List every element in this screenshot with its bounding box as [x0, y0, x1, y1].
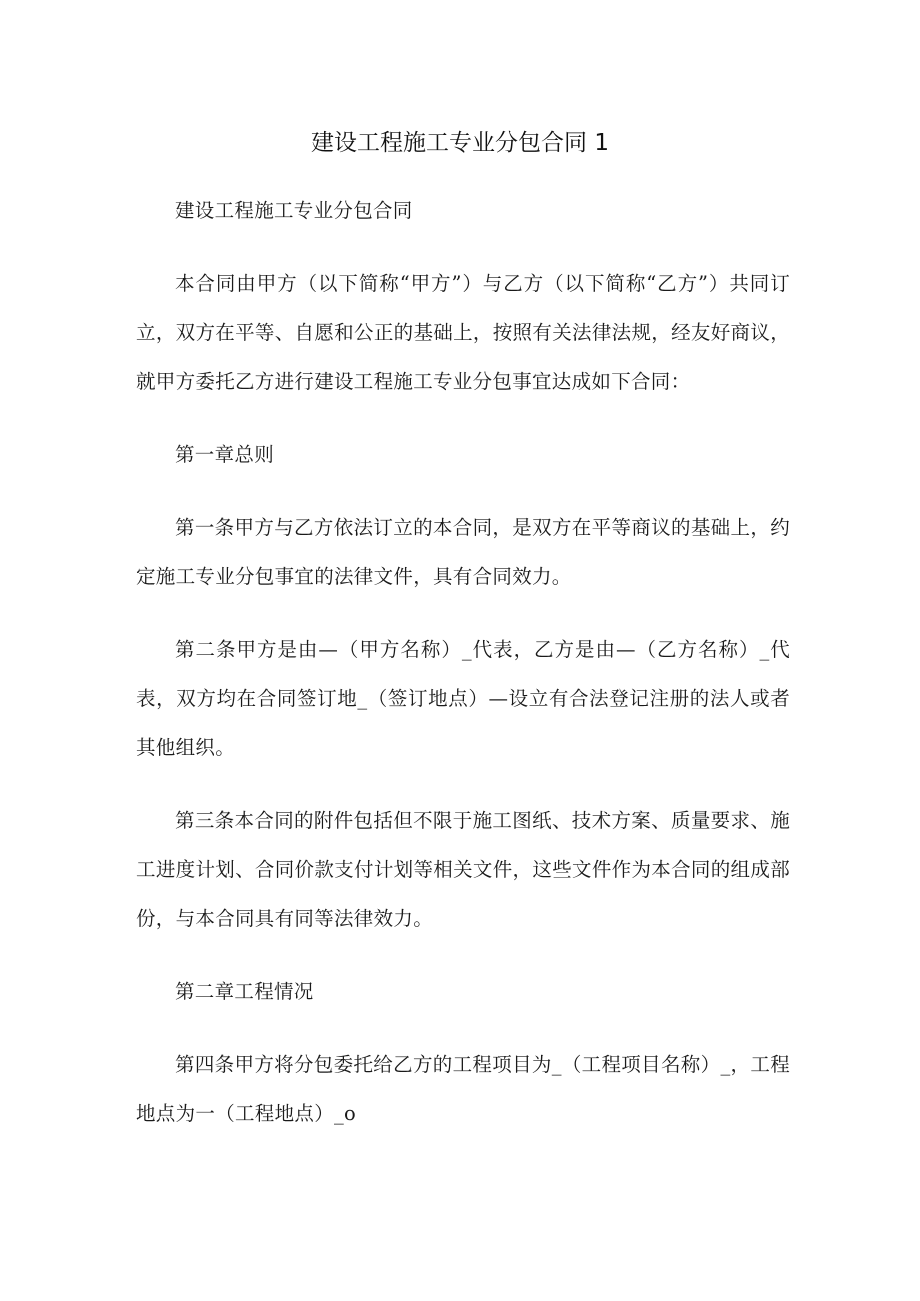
article-1-paragraph: 第一条甲方与乙方依法订立的本合同，是双方在平等商议的基础上，约定施工专业分包事宜的法律文件，具有合同效力。	[136, 516, 790, 588]
document-title: 建设工程施工专业分包合同 1	[311, 130, 609, 156]
chapter-heading-1: 第一章总则	[175, 443, 275, 466]
article-4-paragraph: 第四条甲方将分包委托给乙方的工程项目为_（工程项目名称）_，工程地点为一（工程地点）_o	[136, 1053, 790, 1125]
chapter-heading-2: 第二章工程情况	[175, 980, 314, 1003]
document-body	[136, 186, 790, 1162]
article-3-paragraph: 第三条本合同的附件包括但不限于施工图纸、技术方案、质量要求、施工进度计划、合同价款支付计划等相关文件，这些文件作为本合同的组成部份，与本合同具有同等法律效力。	[136, 809, 790, 930]
contract-subtitle: 建设工程施工专业分包合同	[175, 199, 413, 222]
article-2-paragraph: 第二条甲方是由—（甲方名称）_代表，乙方是由—（乙方名称）_代表，双方均在合同签订地_（签订地点）—设立有合法登记注册的法人或者其他组织。	[136, 638, 790, 759]
preamble-paragraph: 本合同由甲方（以下简称“甲方”）与乙方（以下简称“乙方”）共同订立，双方在平等、自愿和公正的基础上，按照有关法律法规，经友好商议，就甲方委托乙方进行建设工程施工专业分包事宜达成如下合同：	[136, 272, 790, 393]
